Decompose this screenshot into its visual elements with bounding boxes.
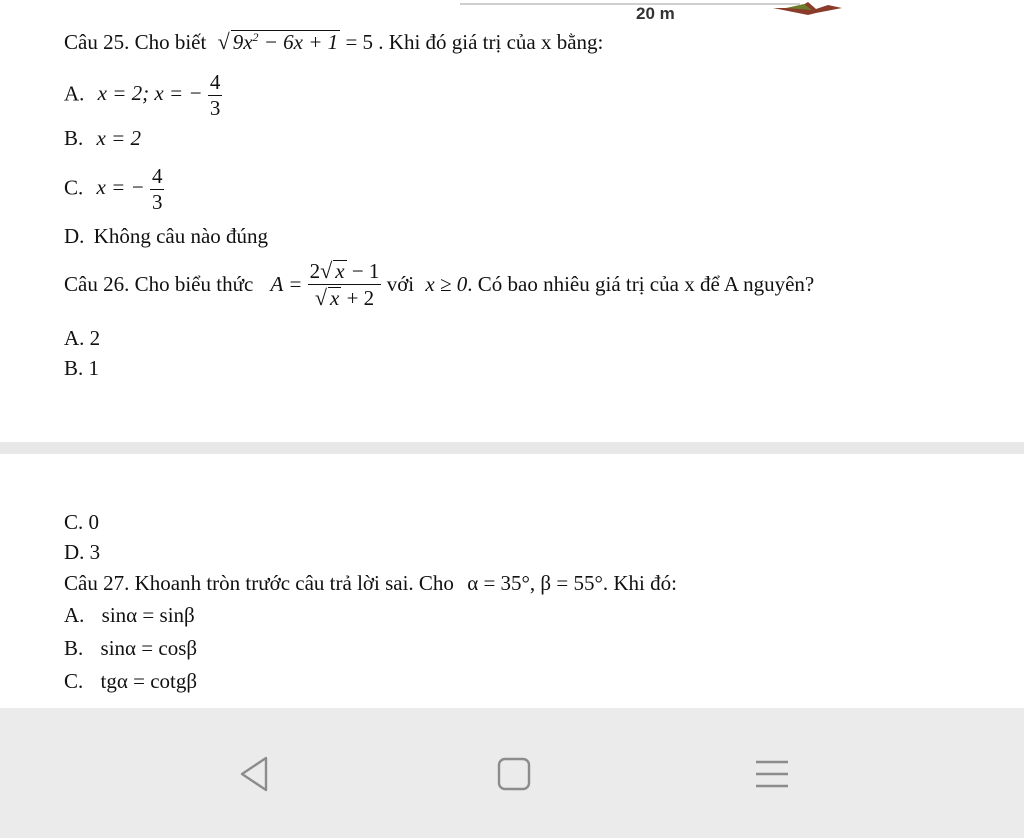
q25-option-a[interactable]: A. x = 2; x = − $\frac{4}{3}$ bbox=[64, 70, 221, 120]
q25-option-c[interactable]: C. x = − $\frac{4}{3}$ bbox=[64, 164, 163, 214]
q26-option-d[interactable]: D. 3 bbox=[64, 540, 101, 564]
scale-label: 20 m bbox=[636, 4, 675, 23]
back-button[interactable] bbox=[228, 748, 280, 800]
home-button[interactable] bbox=[488, 748, 540, 800]
q25-equation: √ $9x^2 - 6x + 1 = 5$ bbox=[217, 29, 374, 54]
q27-option-a[interactable]: A. sinα = sinβ bbox=[64, 603, 195, 627]
plant-image bbox=[768, 0, 848, 16]
q26-option-a[interactable]: A. 2 bbox=[64, 326, 101, 350]
q27-option-c[interactable]: C. tgα = cotgβ bbox=[64, 669, 198, 693]
page-separator bbox=[0, 442, 1024, 454]
cropped-figure-line bbox=[460, 3, 800, 5]
menu-lines-icon bbox=[752, 754, 792, 794]
home-square-icon bbox=[494, 754, 534, 794]
q25-suffix: . Khi đó giá trị của x bằng: bbox=[378, 30, 604, 54]
fraction: $\frac{4}{3}$ bbox=[151, 164, 163, 214]
question-26: Câu 26. Cho biểu thức A = $\frac{2√ x - 1}{√ x + 2}$ với x ≥ 0. Có bao nhiêu giá trị của x để A nguyên? bbox=[64, 258, 815, 311]
q25-option-b[interactable]: B. x = 2 bbox=[64, 126, 142, 150]
question-25 bbox=[64, 30, 603, 53]
question-27: Câu 27. Khoanh tròn trước câu trả lời sai. Cho α = 35°, β = 55°. Khi đó: bbox=[64, 571, 677, 595]
q26-prefix: Câu 26. Cho biểu thức bbox=[64, 272, 254, 297]
q26-option-c[interactable]: C. 0 bbox=[64, 510, 100, 534]
q26-fraction: $\frac{2√ x - 1}{√ x + 2}$ bbox=[309, 258, 380, 311]
q25-option-d[interactable]: D. Không câu nào đúng bbox=[64, 224, 269, 248]
back-triangle-icon bbox=[234, 754, 274, 794]
q27-option-b[interactable]: B. sinα = cosβ bbox=[64, 636, 198, 660]
menu-button[interactable] bbox=[746, 748, 798, 800]
q26-option-b[interactable]: B. 1 bbox=[64, 356, 100, 380]
fraction: $\frac{4}{3}$ bbox=[209, 70, 221, 120]
q25-prefix: Câu 25. Cho biết bbox=[64, 30, 207, 54]
